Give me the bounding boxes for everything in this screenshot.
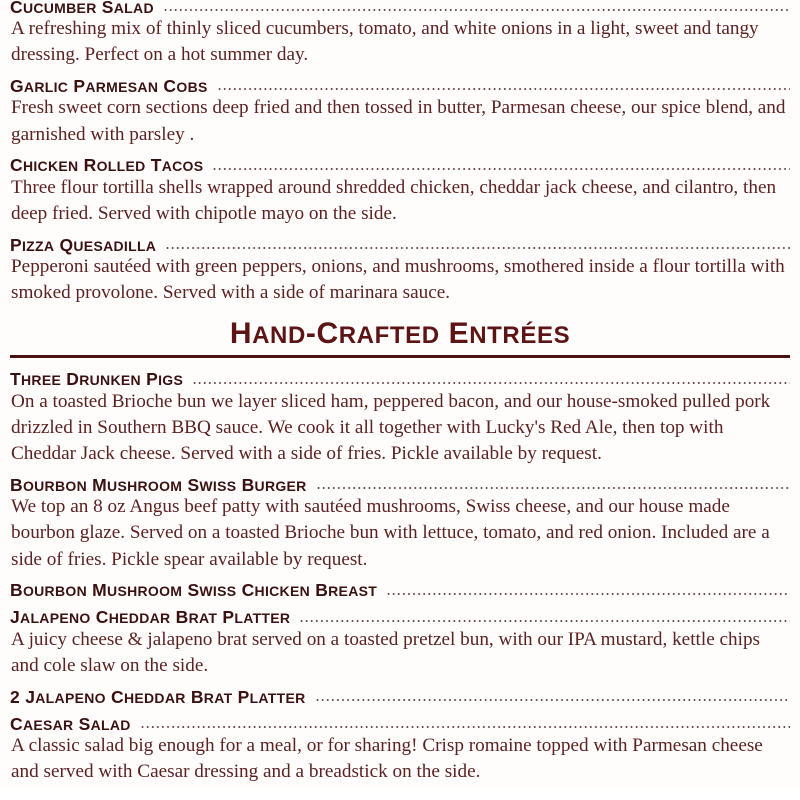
menu-item-title: JALAPENO CHEDDAR BRAT PLATTER <box>10 607 291 628</box>
dot-leader <box>192 373 790 389</box>
menu-item <box>10 467 790 573</box>
menu-item-title-row <box>10 227 790 254</box>
menu-item-title-row <box>10 68 790 95</box>
menu-item-title-row <box>10 679 790 706</box>
menu-item-title-row <box>10 0 790 16</box>
menu-item-title: CAESAR SALAD <box>10 713 131 734</box>
dot-leader <box>163 0 790 16</box>
menu-item-description: Fresh sweet corn sections deep fried and then tossed in butter, Parmesan cheese, our spice blend, and garnished with parsley . <box>11 97 786 145</box>
menu-item <box>10 68 790 147</box>
appetizers-section <box>10 0 790 307</box>
menu-item <box>10 679 790 706</box>
menu-item-title: BOURBON MUSHROOM SWISS BURGER <box>10 474 307 495</box>
dot-leader <box>140 717 790 733</box>
menu-item <box>10 600 790 679</box>
menu-item <box>10 227 790 306</box>
menu-item-description: On a toasted Brioche bun we layer sliced ham, peppered bacon, and our house-smoked pulled pork drizzled in Southern BBQ sauce. We cook it all together with Lucky's Red Ale, then top with Cheddar Jack cheese. Served with a side of fries. Pickle available by request. <box>11 390 771 465</box>
menu-item-title: THREE DRUNKEN PIGS <box>10 369 184 390</box>
menu-item-description: A classic salad big enough for a meal, or for sharing! Crisp romaine topped with Parmesan cheese and served with Caesar dressing and a breadstick on the side. <box>11 735 763 783</box>
menu-item <box>10 362 790 468</box>
entrees-section <box>10 307 790 786</box>
dot-leader <box>299 611 790 627</box>
menu-item <box>10 706 790 785</box>
menu-item-title: BOURBON MUSHROOM SWISS CHICKEN BREAST <box>10 580 378 601</box>
menu-item <box>10 0 790 68</box>
menu-item-title-row <box>10 600 790 627</box>
menu-item-title: PIZZA QUESADILLA <box>10 234 157 255</box>
dot-leader <box>212 159 790 175</box>
menu-item-description: A juicy cheese & jalapeno brat served on a toasted pretzel bun, with our IPA mustard, kettle chips and cole slaw on the side. <box>11 628 761 677</box>
menu-item <box>10 148 790 227</box>
menu-item-description: A refreshing mix of thinly sliced cucumbers, tomato, and white onions in a light, sweet and tangy dressing. Perfect on a hot summer day. <box>11 18 759 66</box>
dot-leader <box>165 238 790 254</box>
menu-item-title: 2 JALAPENO CHEDDAR BRAT PLATTER <box>10 686 306 707</box>
menu-item-description: Three flour tortilla shells wrapped around shredded chicken, cheddar jack cheese, and cilantro, then deep fried. Served with chipotle mayo on the side. <box>11 176 777 225</box>
dot-leader <box>316 478 790 494</box>
menu-item-title-row <box>10 706 790 733</box>
menu-item-description: We top an 8 oz Angus beef patty with sautéed mushrooms, Swiss cheese, and our house made bourbon glaze. Served on a toasted Brioche bun with lettuce, tomato, and red onion. Included are a side of fries. Pickle spear available by request. <box>11 496 770 570</box>
menu-item-title: CUCUMBER SALAD <box>10 0 154 17</box>
menu-item-title: GARLIC PARMESAN COBS <box>10 75 208 96</box>
menu-item-title: CHICKEN ROLLED TACOS <box>10 155 204 176</box>
menu-item-title-row <box>10 467 790 494</box>
menu-item-description: Pepperoni sautéed with green peppers, onions, and mushrooms, smothered inside a flour tortilla with smoked provolone. Served with a side of marinara sauce. <box>11 256 785 304</box>
dot-leader <box>315 690 790 706</box>
menu-item-title-row <box>10 573 790 600</box>
menu-item-title-row <box>10 362 790 389</box>
dot-leader <box>386 584 790 600</box>
menu-item <box>10 573 790 600</box>
section-divider <box>10 355 790 358</box>
section-heading: HAND-CRAFTED ENTRÉES <box>229 316 571 350</box>
menu-item-title-row <box>10 148 790 175</box>
dot-leader <box>217 79 790 95</box>
